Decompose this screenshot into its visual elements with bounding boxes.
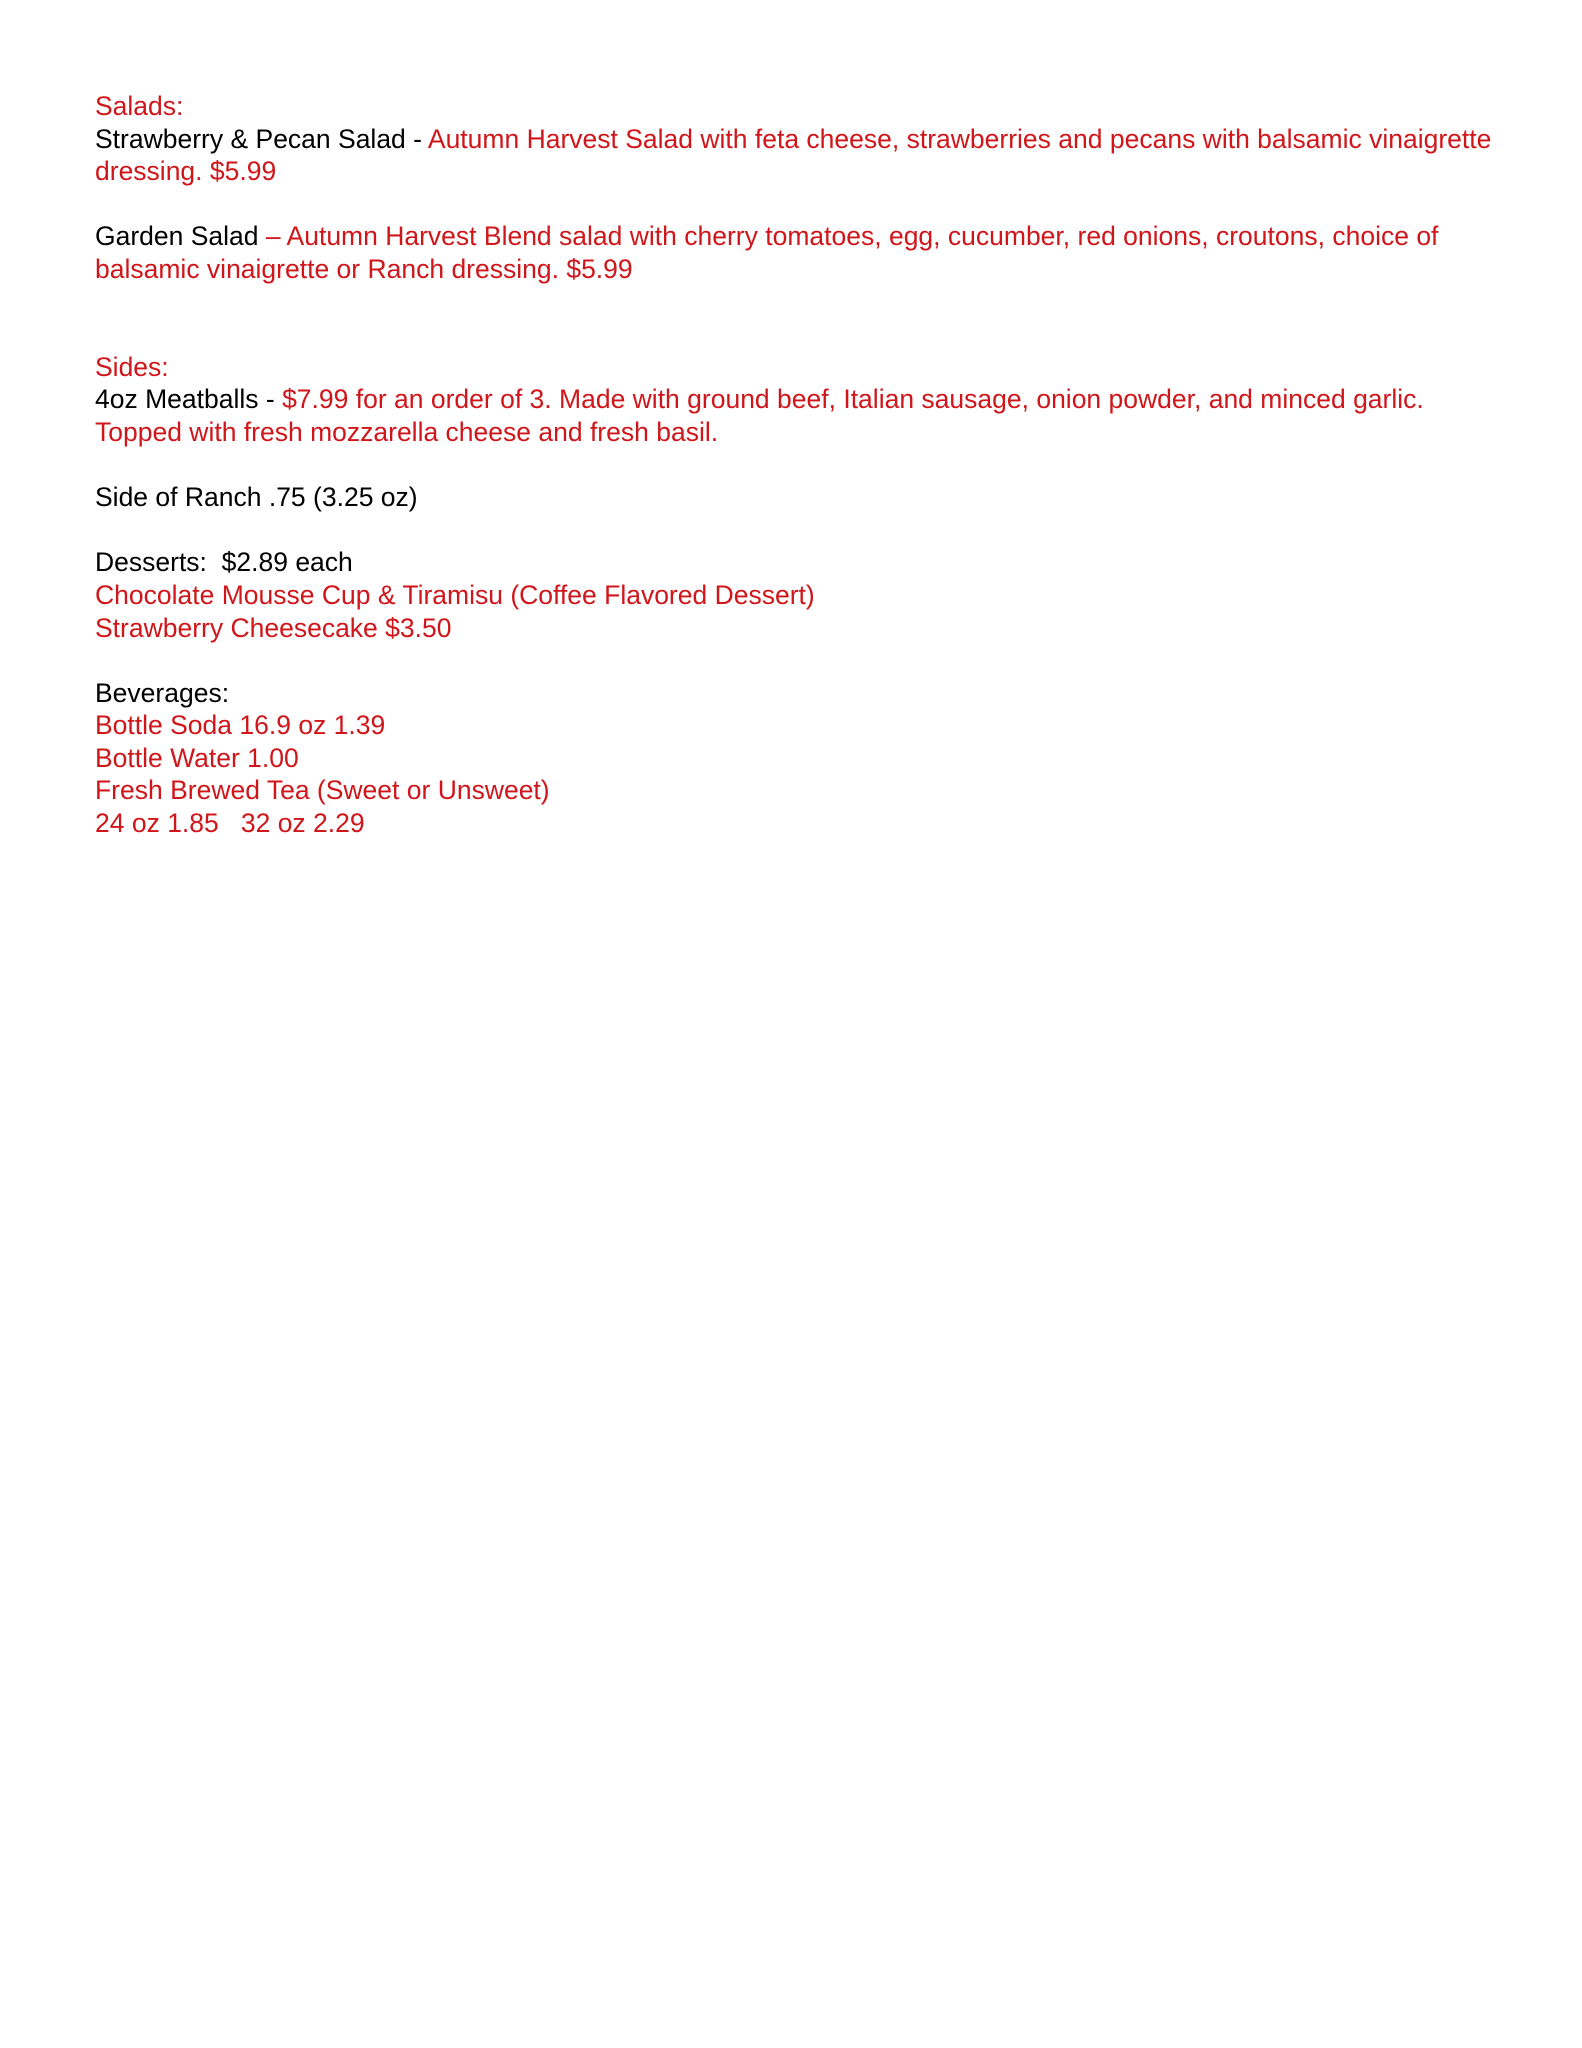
beverage-item: Fresh Brewed Tea (Sweet or Unsweet) xyxy=(95,775,550,806)
salads-section xyxy=(95,90,1515,286)
strawberry-pecan-salad-item xyxy=(95,123,1515,188)
meatballs-item xyxy=(95,383,1515,448)
side-of-ranch-item: Side of Ranch .75 (3.25 oz) xyxy=(95,482,418,513)
beverages-heading: Beverages: xyxy=(95,677,230,708)
beverages-section xyxy=(95,677,1515,840)
menu-item-description: Autumn Harvest Salad with feta cheese, strawberries and pecans with balsamic vinaigrette dressing. $5.99 xyxy=(95,123,1492,187)
dessert-item: Strawberry Cheesecake $3.50 xyxy=(95,612,452,643)
salads-heading: Salads: xyxy=(95,91,184,121)
menu-item-description: $7.99 for an order of 3. Made with ground beef, Italian sausage, onion powder, and minced garlic. Topped with fresh mozzarella cheese and fresh basil. xyxy=(95,384,1424,447)
dessert-item: Chocolate Mousse Cup & Tiramisu (Coffee Flavored Dessert) xyxy=(95,579,815,610)
menu-item-name: Garden Salad xyxy=(95,221,266,252)
sides-section xyxy=(95,351,1515,514)
garden-salad-item xyxy=(95,220,1515,285)
beverage-item: Bottle Water 1.00 xyxy=(95,742,299,773)
sides-heading: Sides: xyxy=(95,351,169,382)
desserts-heading: Desserts: $2.89 each xyxy=(95,547,353,578)
menu-item-name: Strawberry & Pecan Salad - xyxy=(95,123,428,154)
beverage-item: 24 oz 1.85 32 oz 2.29 xyxy=(95,808,365,839)
beverage-item: Bottle Soda 16.9 oz 1.39 xyxy=(95,710,386,741)
menu-item-name: 4oz Meatballs - xyxy=(95,384,283,415)
menu-page xyxy=(95,90,1515,840)
menu-item-description: – Autumn Harvest Blend salad with cherry tomatoes, egg, cucumber, red onions, croutons, choice of balsamic vinaigrette or Ranch dressing. $5.99 xyxy=(95,221,1439,284)
desserts-section xyxy=(95,546,1515,644)
